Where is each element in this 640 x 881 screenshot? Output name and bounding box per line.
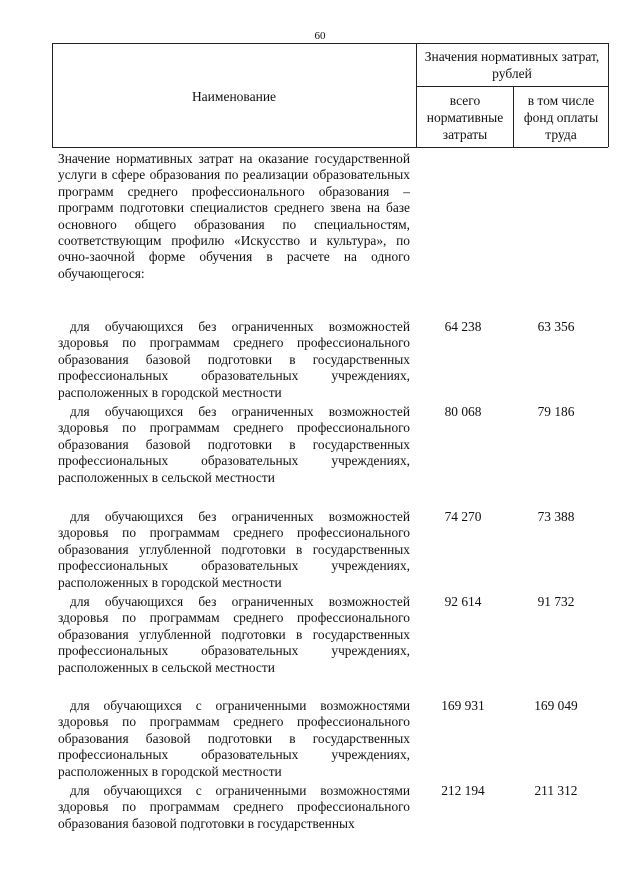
- table-row-6-payroll: 211 312: [534, 783, 578, 798]
- table-row-2-text: для обучающихся без ограниченных возможностей здоровья по программам среднего профессионального образования базовой подготовки в государственных профессиональных образовательных учреждениях, расположенных в сельской местности: [58, 404, 410, 485]
- table-row-2-total: 80 068: [444, 404, 482, 419]
- table-row-5-text: для обучающихся с ограниченными возможностями здоровья по программам среднего профессионального образования базовой подготовки в государственных профессиональных образовательных учреждениях, расположенных в городской местности: [58, 698, 410, 779]
- table-row-1-text: для обучающихся без ограниченных возможностей здоровья по программам среднего профессионального образования базовой подготовки в государственных профессиональных образовательных учреждениях, расположенных в городской местности: [58, 319, 410, 400]
- table-top-border: [52, 43, 608, 44]
- header-total-column: всего нормативные затраты: [426, 93, 504, 142]
- table-row-6-total: 212 194: [441, 783, 485, 798]
- page-number: 60: [314, 30, 326, 42]
- table-row-1-payroll: 63 356: [537, 319, 575, 334]
- table-row-4-payroll: 91 732: [537, 594, 575, 609]
- table-row-1-total: 64 238: [444, 319, 482, 334]
- table-row-3-total: 74 270: [444, 509, 482, 524]
- table-row-6-text: для обучающихся с ограниченными возможностями здоровья по программам среднего профессионального образования базовой подготовки в государственных: [58, 783, 410, 831]
- header-bottom-border: [52, 147, 608, 148]
- table-row-5-total: 169 931: [441, 698, 485, 713]
- table-row-4-text: для обучающихся без ограниченных возможностей здоровья по программам среднего профессионального образования углубленной подготовки в государственных профессиональных образовательных учреждениях, расположенных в сельской местности: [58, 594, 410, 675]
- table-row-2-payroll: 79 186: [537, 404, 575, 419]
- table-right-border: [608, 43, 609, 147]
- header-group-divider: [416, 86, 608, 87]
- intro-paragraph: Значение нормативных затрат на оказание государственной услуги в сфере образования по реализации образовательных программ среднего профессионального образования – программ подготовки специалистов среднего звена на базе основного общего образования по специальностям, соответствующим профилю «Искусство и культура», по очно-заочной форме обучения в расчете на одного обучающегося:: [58, 151, 410, 281]
- table-row-3-payroll: 73 388: [537, 509, 575, 524]
- table-row-3-text: для обучающихся без ограниченных возможностей здоровья по программам среднего профессионального образования углубленной подготовки в государственных профессиональных образовательных учреждениях, расположенных в городской местности: [58, 509, 410, 590]
- table-row-4-total: 92 614: [444, 594, 482, 609]
- header-values-group: Значения нормативных затрат, рублей: [424, 49, 600, 81]
- header-name-column: Наименование: [191, 89, 277, 104]
- table-row-5-payroll: 169 049: [534, 698, 578, 713]
- header-payroll-column: в том числе фонд оплаты труда: [523, 93, 599, 142]
